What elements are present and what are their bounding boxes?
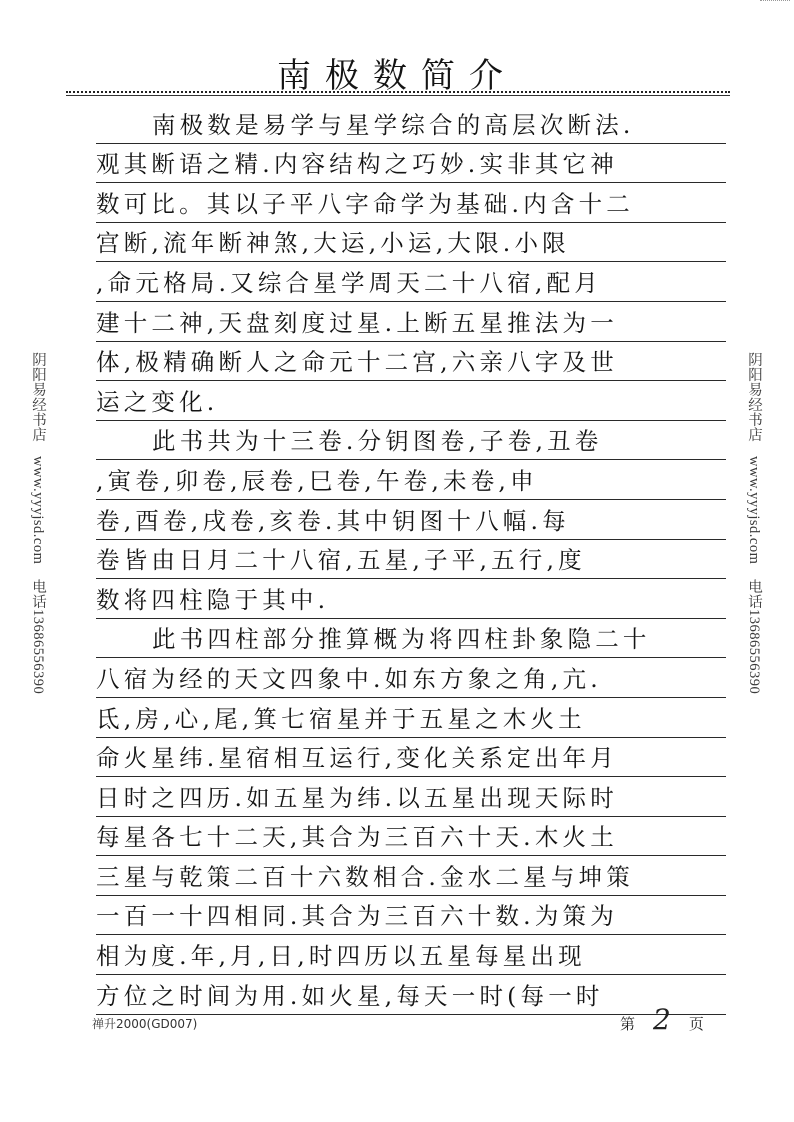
text-line: 建十二神,天盘刻度过星.上断五星推法为一 xyxy=(96,302,726,342)
text-line: 氐,房,心,尾,箕七宿星并于五星之木火土 xyxy=(96,698,726,738)
title-rule-solid xyxy=(66,95,730,96)
text-line: 命火星纬.星宿相互运行,变化关系定出年月 xyxy=(96,738,726,778)
page-title: 南极数简介 xyxy=(277,56,517,96)
side-website: www.yyyjsd.com xyxy=(746,456,762,565)
text-line: 一百一十四相同.其合为三百六十数.为策为 xyxy=(96,896,726,936)
text-line: 八宿为经的天文四象中.如东方象之角,亢. xyxy=(96,658,726,698)
text-line: 观其断语之精.内容结构之巧妙.实非其它神 xyxy=(96,144,726,184)
text-line: ,寅卷,卯卷,辰卷,巳卷,午卷,未卷,申 xyxy=(96,460,726,500)
title-rule-dotted xyxy=(66,91,730,93)
text-line: 三星与乾策二百十六数相合.金水二星与坤策 xyxy=(96,856,726,896)
side-watermark-left xyxy=(28,352,49,772)
body-text xyxy=(96,104,726,1015)
text-line: 数可比。其以子平八字命学为基础.内含十二 xyxy=(96,183,726,223)
side-phone: 电话13686556390 xyxy=(746,578,762,694)
text-line: 卷皆由日月二十八宿,五星,子平,五行,度 xyxy=(96,540,726,580)
text-line: 卷,酉卷,戌卷,亥卷.其中钥图十八幅.每 xyxy=(96,500,726,540)
page-prefix: 第 xyxy=(620,1015,636,1033)
text-line: 每星各七十二天,其合为三百六十天.木火土 xyxy=(96,817,726,857)
page-number-block xyxy=(620,1003,704,1036)
text-line: 此书四柱部分推算概为将四柱卦象隐二十 xyxy=(96,619,726,659)
text-line: 方位之时间为用.如火星,每天一时(每一时 xyxy=(96,975,726,1015)
text-line: 体,极精确断人之命元十二宫,六亲八字及世 xyxy=(96,342,726,382)
scan-corner-mark xyxy=(760,0,790,7)
text-line: 运之变化. xyxy=(96,381,726,421)
page-suffix: 页 xyxy=(688,1015,704,1033)
text-line: 此书共为十三卷.分钥图卷,子卷,丑卷 xyxy=(96,421,726,461)
side-shop-name: 阴阳易经书店 xyxy=(746,352,762,442)
text-line: 日时之四历.如五星为纬.以五星出现天际时 xyxy=(96,777,726,817)
text-line: ,命元格局.又综合星学周天二十八宿,配月 xyxy=(96,262,726,302)
page-number: 2 xyxy=(653,1003,671,1036)
side-phone: 电话13686556390 xyxy=(30,578,46,694)
text-line: 宫断,流年断神煞,大运,小运,大限.小限 xyxy=(96,223,726,263)
side-shop-name: 阴阳易经书店 xyxy=(30,352,46,442)
side-watermark-right xyxy=(744,352,765,772)
text-line: 数将四柱隐于其中. xyxy=(96,579,726,619)
side-website: www.yyyjsd.com xyxy=(30,456,46,565)
text-line: 相为度.年,月,日,时四历以五星每星出现 xyxy=(96,935,726,975)
footer-code: 禅升2000(GD007) xyxy=(92,1017,198,1031)
text-line: 南极数是易学与星学综合的高层次断法. xyxy=(96,104,726,144)
